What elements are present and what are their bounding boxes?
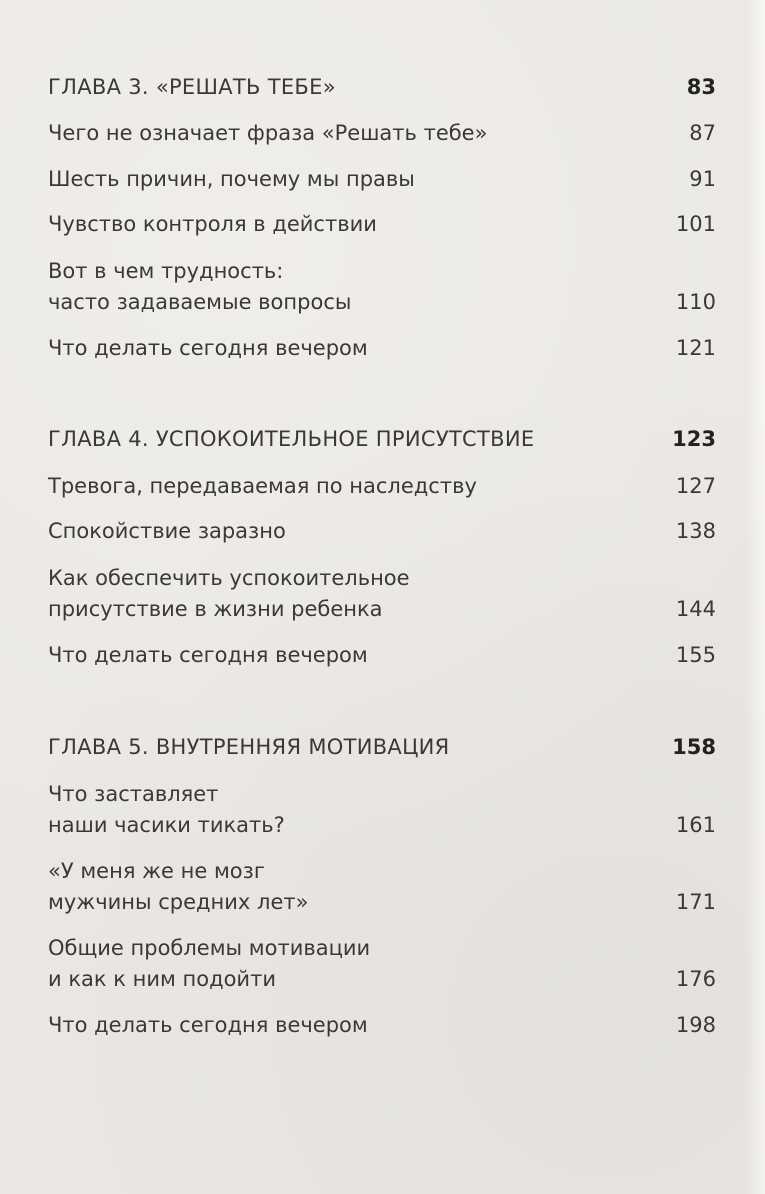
entry-title-continued: мужчины средних лет» <box>48 890 309 914</box>
entry-title: Чувство контроля в действии <box>48 212 377 236</box>
chapter-title: ГЛАВА 5. ВНУТРЕННЯЯ МОТИВАЦИЯ <box>48 735 450 759</box>
entry-title: Что делать сегодня вечером <box>48 336 368 360</box>
entry-title: Что делать сегодня вечером <box>48 643 368 667</box>
entry-title-continued: наши часики тикать? <box>48 813 285 837</box>
toc-entry-line-2 <box>48 962 716 996</box>
toc-entry <box>48 1008 716 1042</box>
entry-title: Вот в чем трудность: <box>48 259 284 283</box>
entry-page-number: 176 <box>675 967 716 991</box>
toc-entry-line-1 <box>48 777 716 811</box>
entry-page-number: 87 <box>689 121 716 145</box>
entry-title: Что делать сегодня вечером <box>48 1013 368 1037</box>
entry-title: Как обеспечить успокоительное <box>48 566 410 590</box>
entry-title-continued: и как к ним подойти <box>48 967 276 991</box>
entry-page-number: 198 <box>675 1013 716 1037</box>
entry-page-number: 101 <box>675 212 716 236</box>
toc-entry <box>48 638 716 672</box>
toc-entry <box>48 469 716 503</box>
toc-entry-line-1 <box>48 254 716 288</box>
toc-entry <box>48 331 716 365</box>
toc-entry-line-1 <box>48 561 716 595</box>
entry-title: Шесть причин, почему мы правы <box>48 167 415 191</box>
chapter-page-number: 83 <box>686 75 716 99</box>
toc-entry <box>48 514 716 548</box>
entry-title-continued: часто задаваемые вопросы <box>48 290 352 314</box>
toc-chapter-5 <box>48 730 716 764</box>
entry-title: Чего не означает фраза «Решать тебе» <box>48 121 488 145</box>
entry-title: Тревога, передаваемая по наследству <box>48 474 477 498</box>
chapter-title: ГЛАВА 3. «РЕШАТЬ ТЕБЕ» <box>48 75 336 99</box>
entry-title: Что заставляет <box>48 782 219 806</box>
entry-page-number: 138 <box>675 519 716 543</box>
toc-entry <box>48 116 716 150</box>
entry-page-number: 91 <box>689 167 716 191</box>
entry-page-number: 155 <box>675 643 716 667</box>
toc-entry-line-1 <box>48 854 716 888</box>
toc-entry-line-2 <box>48 808 716 842</box>
entry-page-number: 110 <box>675 290 716 314</box>
toc-entry-line-1 <box>48 931 716 965</box>
chapter-page-number: 158 <box>672 735 716 759</box>
entry-title: «У меня же не мозг <box>48 859 265 883</box>
toc-chapter-3 <box>48 70 716 104</box>
toc-entry <box>48 162 716 196</box>
entry-page-number: 127 <box>675 474 716 498</box>
entry-page-number: 171 <box>675 890 716 914</box>
toc-entry-line-2 <box>48 885 716 919</box>
chapter-page-number: 123 <box>672 427 716 451</box>
entry-page-number: 121 <box>675 336 716 360</box>
entry-title: Общие проблемы мотивации <box>48 936 371 960</box>
page-edge <box>745 0 765 1194</box>
entry-page-number: 144 <box>675 597 716 621</box>
toc-entry <box>48 207 716 241</box>
entry-page-number: 161 <box>675 813 716 837</box>
entry-title-continued: присутствие в жизни ребенка <box>48 597 383 621</box>
toc-chapter-4 <box>48 422 716 456</box>
toc-entry-line-2 <box>48 285 716 319</box>
entry-title: Спокойствие заразно <box>48 519 286 543</box>
chapter-title: ГЛАВА 4. УСПОКОИТЕЛЬНОЕ ПРИСУТСТВИЕ <box>48 427 535 451</box>
toc-entry-line-2 <box>48 592 716 626</box>
